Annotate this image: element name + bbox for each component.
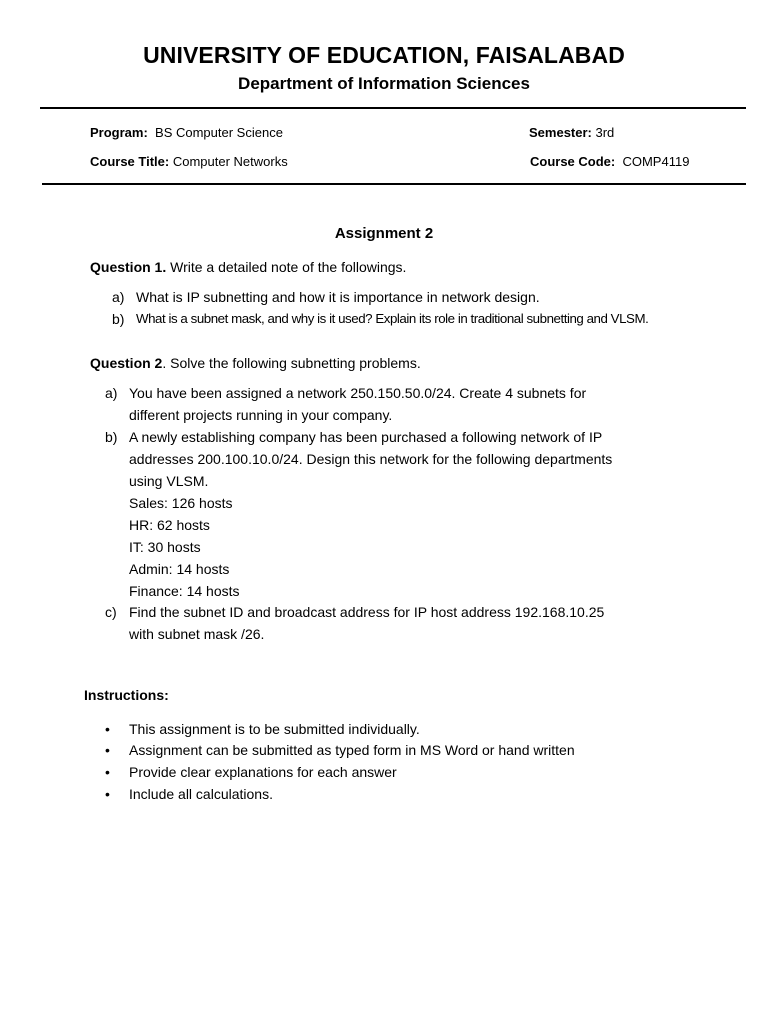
department-title: Department of Information Sciences — [238, 74, 530, 93]
bullet-icon: • — [105, 742, 110, 758]
department-finance: Finance: 14 hosts — [129, 583, 240, 599]
program-value: BS Computer Science — [155, 125, 283, 140]
header-divider-top — [40, 107, 746, 109]
course-title-value: Computer Networks — [172, 154, 288, 169]
instruction-text: This assignment is to be submitted individually. — [129, 721, 420, 737]
department-it: IT: 30 hosts — [129, 539, 201, 555]
program-label: Program: — [90, 125, 148, 140]
course-title-label: Course Title: — [90, 154, 170, 169]
item-marker: b) — [105, 429, 118, 445]
course-code-field — [530, 154, 689, 169]
instruction-text: Include all calculations. — [129, 786, 273, 802]
course-code-label: Course Code: — [530, 154, 616, 169]
question-1-heading — [90, 259, 406, 275]
question-2-text: . Solve the following subnetting problems. — [162, 355, 421, 371]
item-line: What is IP subnetting and how it is importance in network design. — [136, 289, 540, 305]
question-1-label: Question 1. — [90, 259, 167, 275]
department-admin: Admin: 14 hosts — [129, 561, 230, 577]
item-marker: c) — [105, 604, 117, 620]
course-code-value: COMP4119 — [622, 154, 690, 169]
header-divider-bottom — [42, 183, 746, 185]
university-title: UNIVERSITY OF EDUCATION, FAISALABAD — [143, 42, 625, 68]
item-line: different projects running in your company. — [129, 407, 393, 423]
assignment-title: Assignment 2 — [334, 225, 434, 242]
department-hr: HR: 62 hosts — [129, 517, 210, 533]
bullet-icon: • — [105, 721, 110, 737]
question-1-text: Write a detailed note of the followings. — [166, 259, 407, 275]
item-line: A newly establishing company has been purchased a following network of IP — [129, 429, 603, 445]
item-marker: a) — [105, 385, 118, 401]
course-title-field — [90, 154, 288, 169]
instructions-heading: Instructions: — [84, 687, 169, 703]
semester-field — [529, 125, 614, 140]
semester-label: Semester: — [529, 125, 592, 140]
item-marker: a) — [112, 289, 125, 305]
semester-value: 3rd — [595, 125, 615, 140]
question-2-label: Question 2 — [90, 355, 163, 371]
item-line: Find the subnet ID and broadcast address for IP host address 192.168.10.25 — [129, 604, 605, 620]
item-line: using VLSM. — [129, 473, 209, 489]
instruction-text: Provide clear explanations for each answer — [129, 764, 397, 780]
instruction-text: Assignment can be submitted as typed form in MS Word or hand written — [129, 742, 575, 758]
program-field — [90, 125, 283, 140]
item-line: What is a subnet mask, and why is it used? Explain its role in traditional subnetting and VLSM. — [136, 311, 649, 326]
question-2-heading — [90, 355, 421, 371]
item-line: addresses 200.100.10.0/24. Design this network for the following departments — [129, 451, 613, 467]
department-sales: Sales: 126 hosts — [129, 495, 233, 511]
bullet-icon: • — [105, 786, 110, 802]
item-line: You have been assigned a network 250.150.50.0/24. Create 4 subnets for — [129, 385, 587, 401]
bullet-icon: • — [105, 764, 110, 780]
item-marker: b) — [112, 311, 125, 327]
item-line: with subnet mask /26. — [129, 626, 265, 642]
